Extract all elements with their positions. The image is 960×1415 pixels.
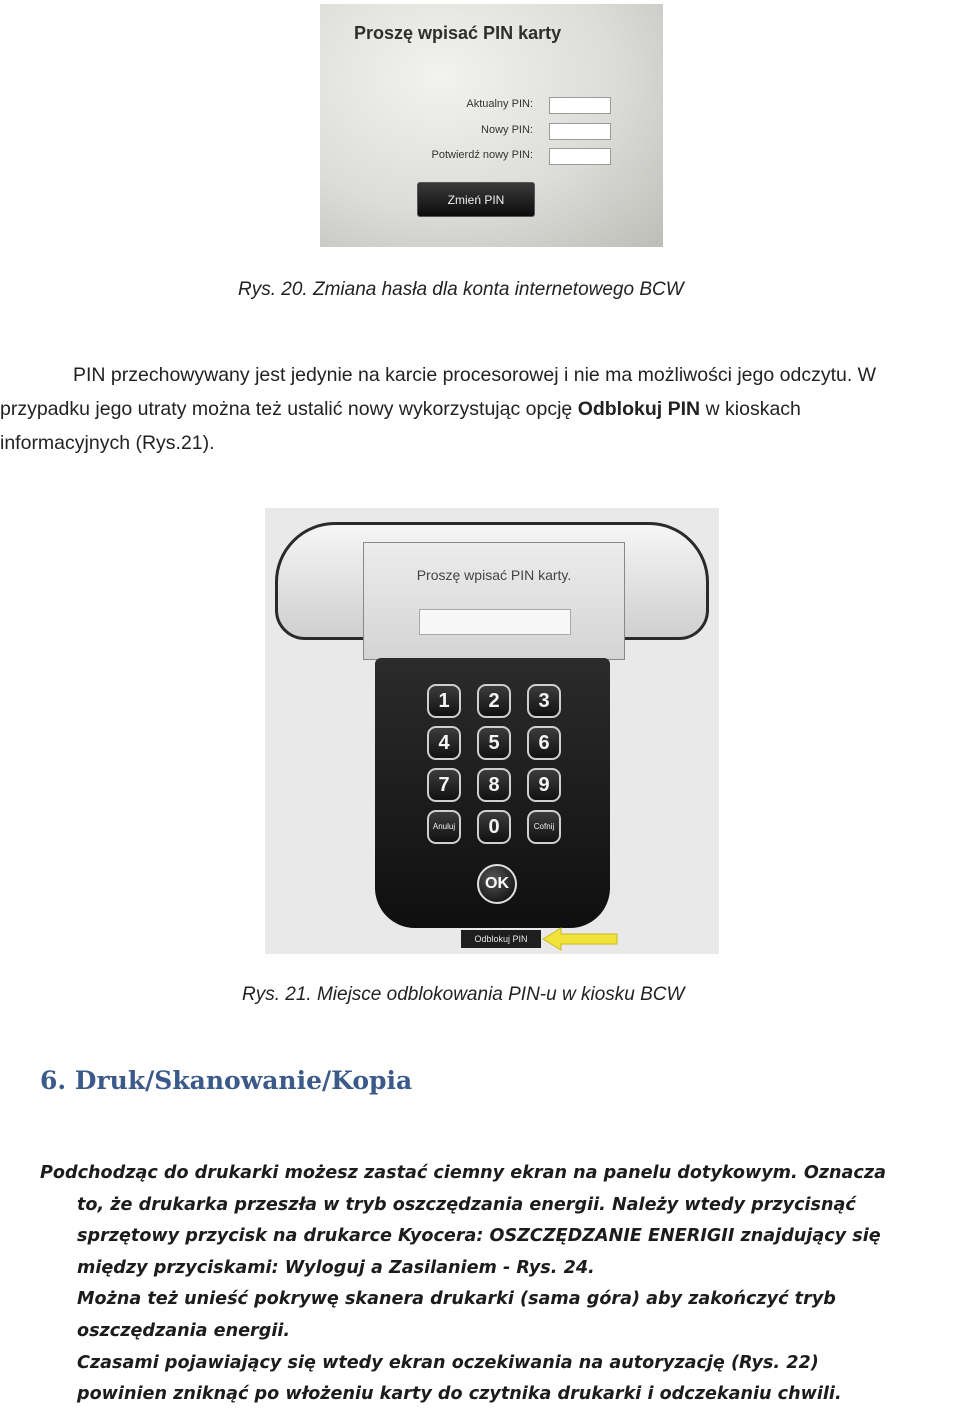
- body-line-8: powinien zniknąć po włożeniu karty do czytnika drukarki i odczekaniu chwili.: [77, 1384, 842, 1405]
- ok-button[interactable]: OK: [477, 864, 517, 904]
- key-cancel[interactable]: Anuluj: [427, 810, 461, 844]
- print-scan-copy-body: [40, 1158, 960, 1411]
- body-line-3: sprzętowy przycisk na drukarce Kyocera: OSZCZĘDZANIE ENERIGII znajdujący się: [77, 1226, 881, 1247]
- body-line-7: Czasami pojawiający się wtedy ekran oczekiwania na autoryzację (Rys. 22): [77, 1352, 819, 1373]
- unlock-pin-button[interactable]: Odblokuj PIN: [461, 930, 541, 948]
- key-0[interactable]: 0: [477, 810, 511, 844]
- key-3[interactable]: 3: [527, 684, 561, 718]
- body-line-1: Podchodząc do drukarki możesz zastać ciemny ekran na panelu dotykowym. Oznacza: [40, 1163, 886, 1183]
- key-1[interactable]: 1: [427, 684, 461, 718]
- paragraph-line-2: [0, 392, 950, 426]
- change-pin-button[interactable]: Zmień PIN: [417, 182, 535, 217]
- key-4[interactable]: 4: [427, 726, 461, 760]
- arrow-left-icon: [541, 926, 621, 952]
- key-2[interactable]: 2: [477, 684, 511, 718]
- section-heading: 6. Druk/Skanowanie/Kopia: [40, 1066, 413, 1095]
- figure-20-pin-change-screenshot: [320, 4, 663, 247]
- figure-21-caption: Rys. 21. Miejsce odblokowania PIN-u w kiosku BCW: [242, 984, 685, 1005]
- unlock-pin-emphasis: Odblokuj PIN: [577, 398, 701, 420]
- confirm-pin-label: Potwierdź nowy PIN:: [431, 149, 533, 161]
- key-backspace[interactable]: Cofnij: [527, 810, 561, 844]
- key-5[interactable]: 5: [477, 726, 511, 760]
- body-line-2: to, że drukarka przeszła w tryb oszczędzania energii. Należy wtedy przycisnąć: [77, 1194, 856, 1215]
- key-9[interactable]: 9: [527, 768, 561, 802]
- kiosk-screen-message: Proszę wpisać PIN karty.: [416, 567, 572, 583]
- kiosk-keypad: [375, 658, 610, 928]
- kiosk-pin-field[interactable]: [419, 609, 571, 635]
- figure-20-caption: Rys. 20. Zmiana hasła dla konta internetowego BCW: [238, 279, 684, 300]
- new-pin-label: Nowy PIN:: [481, 124, 533, 136]
- confirm-pin-input[interactable]: [549, 148, 611, 165]
- pin-prompt-title: Proszę wpisać PIN karty: [354, 23, 562, 43]
- paragraph-line-2-text: przypadku jego utraty można też ustalić nowy wykorzystując opcję: [0, 398, 578, 420]
- new-pin-input[interactable]: [549, 123, 611, 140]
- kiosk-screen: [363, 542, 625, 660]
- body-line-5: Można też unieść pokrywę skanera drukarki (sama góra) aby zakończyć tryb: [77, 1289, 836, 1310]
- body-line-6: oszczędzania energii.: [77, 1320, 291, 1341]
- current-pin-input[interactable]: [549, 97, 611, 114]
- current-pin-label: Aktualny PIN:: [466, 98, 533, 110]
- figure-21-kiosk-photo: [265, 508, 719, 954]
- paragraph-line-2-end: w kioskach: [700, 398, 801, 420]
- pin-info-paragraph: [0, 358, 950, 460]
- key-8[interactable]: 8: [477, 768, 511, 802]
- key-7[interactable]: 7: [427, 768, 461, 802]
- paragraph-line-3: informacyjnych (Rys.21).: [0, 432, 215, 454]
- body-line-4: między przyciskami: Wyloguj a Zasilaniem - Rys. 24.: [77, 1257, 595, 1278]
- key-6[interactable]: 6: [527, 726, 561, 760]
- paragraph-line-1: PIN przechowywany jest jedynie na karcie procesorowej i nie ma możliwości jego odczytu. W: [73, 364, 877, 386]
